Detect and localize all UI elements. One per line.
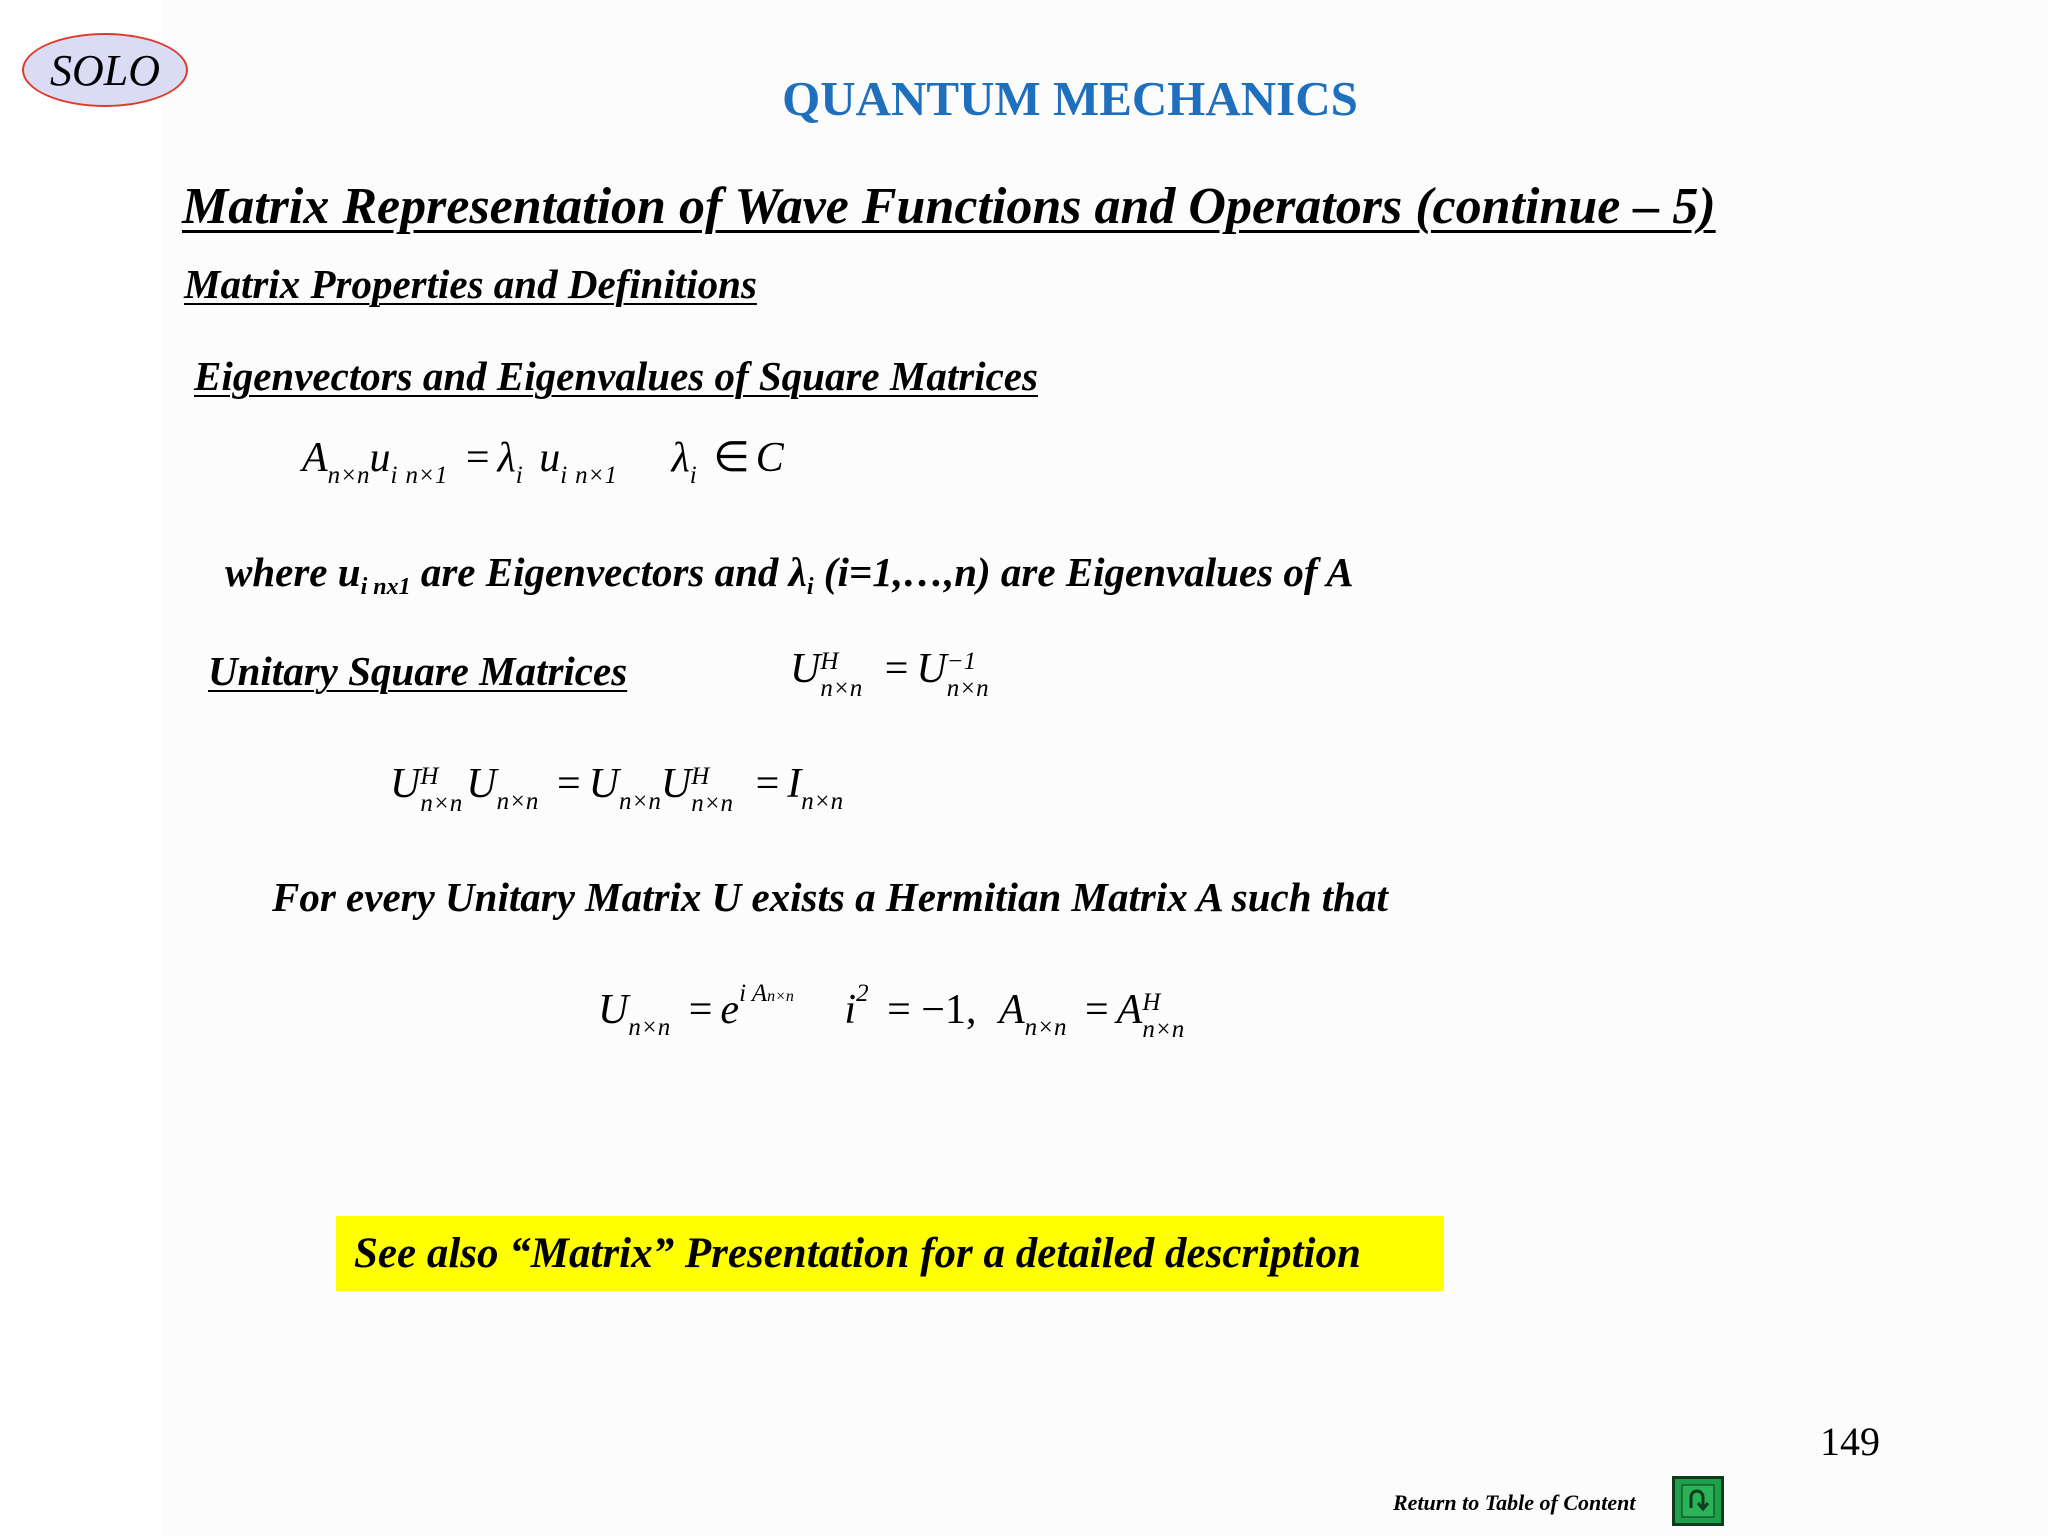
eq-subscript: i — [560, 462, 568, 489]
eq-operator: = — [688, 987, 713, 1033]
u-turn-arrow-icon — [1681, 1484, 1715, 1518]
unitary-definition-equation — [790, 645, 993, 703]
return-to-toc-link[interactable]: Return to Table of Content — [1393, 1490, 1636, 1515]
eq-superscript: H — [1142, 989, 1161, 1016]
page-number: 149 — [1820, 1419, 1880, 1464]
description-subscript: i — [806, 574, 814, 600]
eq-symbol: e — [720, 987, 740, 1033]
slide-title: Matrix Representation of Wave Functions and Operators (continue – 5) — [182, 178, 1716, 235]
eq-exponent — [739, 980, 794, 1007]
eq-exponent-part: A — [751, 980, 768, 1007]
eigen-description — [225, 548, 1354, 601]
eq-operator: ∈ — [713, 435, 750, 481]
eq-symbol: C — [755, 435, 784, 481]
eq-subscript: n×n — [820, 675, 863, 702]
unitary-identity-equation — [390, 760, 843, 818]
unitary-exponential-equation — [598, 980, 1188, 1044]
solo-badge-label: SOLO — [49, 45, 161, 95]
eq-subscript: n×n — [1024, 1014, 1067, 1041]
eigen-heading: Eigenvectors and Eigenvalues of Square Matrices — [194, 353, 1038, 399]
eq-symbol: u — [369, 435, 391, 481]
description-subscript: i nx1 — [360, 574, 411, 600]
eq-supsub — [691, 764, 733, 818]
eq-symbol: U — [466, 761, 497, 807]
eq-symbol: I — [787, 761, 802, 807]
eq-subscript: n×1 — [405, 462, 448, 489]
eq-operator: = −1, — [887, 987, 977, 1033]
eq-subscript: n×n — [327, 462, 370, 489]
eq-subscript: n×n — [946, 675, 989, 702]
eq-operator: = — [1084, 987, 1109, 1033]
eq-supsub — [420, 764, 462, 818]
eq-symbol: A — [302, 435, 328, 481]
eq-subscript: n×n — [691, 790, 734, 817]
eq-subscript: n×n — [628, 1014, 671, 1041]
description-text: (i=1,…,n) are Eigenvalues of A — [813, 549, 1354, 595]
eq-operator: = — [755, 761, 780, 807]
section-subtitle: Matrix Properties and Definitions — [184, 261, 757, 307]
eq-symbol: U — [660, 761, 692, 807]
eq-operator: = — [556, 761, 581, 807]
eq-superscript: 2 — [856, 980, 869, 1007]
eq-subscript: n×n — [496, 788, 539, 815]
eq-operator: = — [884, 646, 909, 692]
solo-badge — [22, 33, 188, 107]
eq-symbol: A — [1116, 987, 1143, 1033]
eq-symbol: U — [790, 646, 821, 692]
eq-symbol: U — [598, 987, 629, 1033]
eq-superscript: −1 — [946, 648, 977, 675]
eigen-equation — [302, 432, 784, 490]
eq-subscript: n×n — [618, 788, 661, 815]
eq-symbol: u — [539, 435, 561, 481]
eq-operator: = — [465, 435, 490, 481]
unitary-heading: Unitary Square Matrices — [208, 648, 628, 694]
eq-subscript: n×n — [801, 788, 844, 815]
eq-subscript: i — [390, 462, 398, 489]
eq-symbol: λ — [671, 435, 690, 481]
eq-symbol: i — [844, 987, 857, 1033]
eq-symbol: U — [588, 761, 619, 807]
eq-supsub — [1142, 990, 1184, 1044]
eq-supsub — [947, 649, 989, 703]
eq-subscript: n×1 — [575, 462, 618, 489]
eq-symbol: λ — [497, 435, 516, 481]
eq-symbol: A — [998, 987, 1025, 1033]
eq-subscript: i — [515, 462, 523, 489]
eq-superscript: H — [691, 763, 710, 790]
eq-subscript: i — [689, 462, 697, 489]
unitary-statement: For every Unitary Matrix U exists a Hermitian Matrix A such that — [272, 874, 1388, 920]
eq-superscript: H — [820, 648, 839, 675]
eq-subscript: n×n — [420, 790, 463, 817]
matrix-presentation-note[interactable] — [336, 1216, 1444, 1291]
eq-superscript: H — [420, 763, 439, 790]
eq-supsub — [820, 649, 862, 703]
eq-symbol: U — [390, 761, 421, 807]
course-title: QUANTUM MECHANICS — [782, 71, 1358, 126]
description-text: where u — [225, 549, 361, 595]
description-text: are Eigenvectors and λ — [410, 549, 807, 595]
eq-exponent-part: n×n — [767, 988, 794, 1005]
return-to-toc-button[interactable] — [1672, 1476, 1724, 1526]
eq-exponent-part: i — [739, 980, 747, 1007]
eq-symbol: U — [916, 646, 947, 692]
eq-subscript: n×n — [1142, 1016, 1185, 1043]
matrix-presentation-note-text: See also “Matrix” Presentation for a detailed description — [354, 1230, 1361, 1277]
